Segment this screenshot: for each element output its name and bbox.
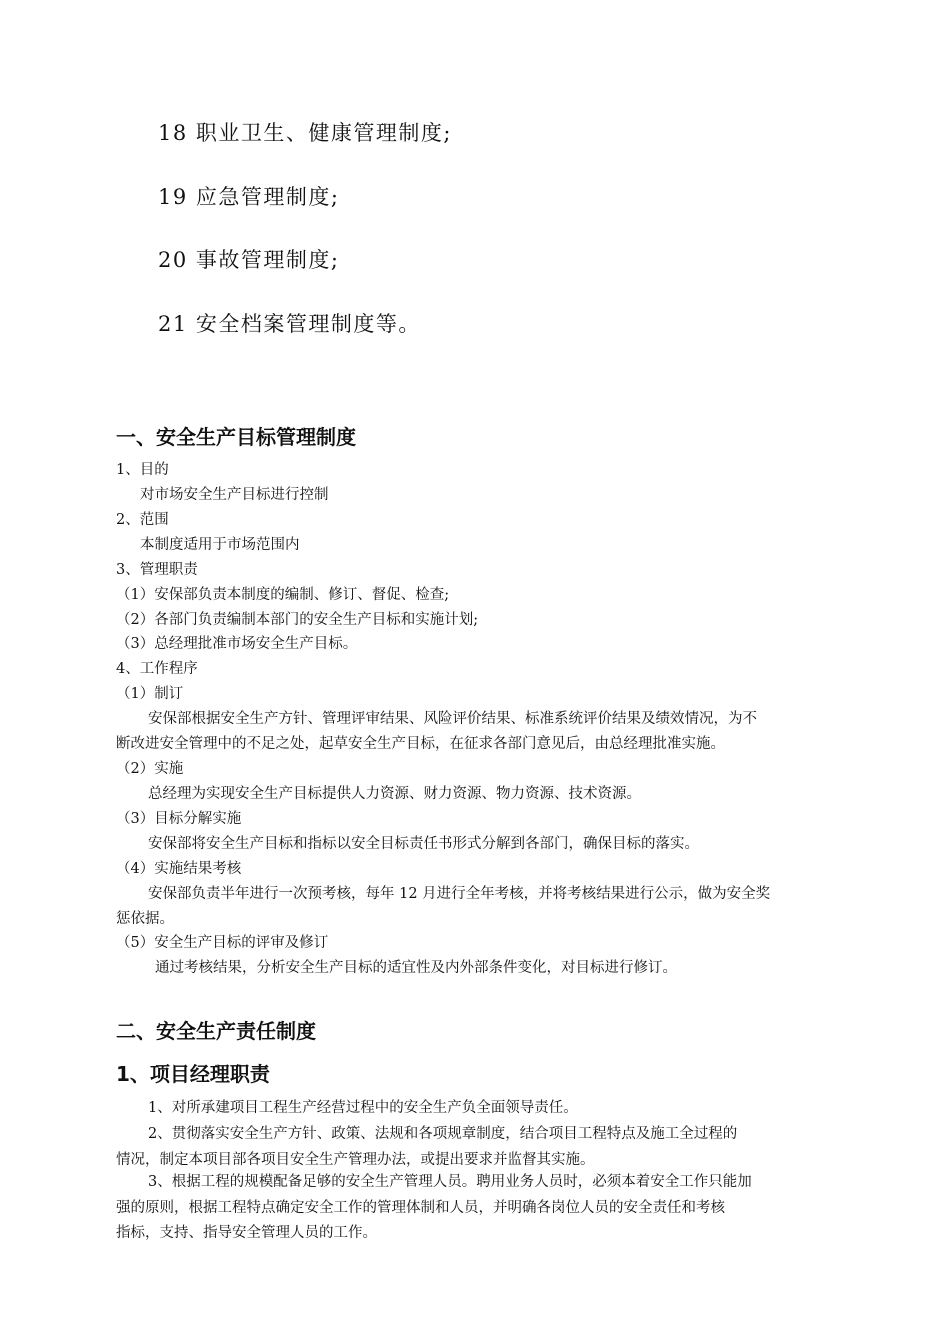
paragraph-line: 安保部根据安全生产方针、管理评审结果、风险评价结果、标准系统评价结果及绩效情况，为不 bbox=[148, 711, 757, 727]
sub-item: （2）各部门负责编制本部门的安全生产目标和实施计划; bbox=[116, 612, 479, 628]
paragraph-line: 断改进安全管理中的不足之处，起草安全生产目标，在征求各部门意见后，由总经理批准实施。 bbox=[116, 736, 725, 752]
list-item: 19 应急管理制度; bbox=[158, 185, 340, 209]
list-item: 18 职业卫生、健康管理制度; bbox=[158, 121, 452, 145]
paragraph-line: 强的原则，根据工程特点确定安全工作的管理体制和人员，并明确各岗位人员的安全责任和考核 bbox=[116, 1200, 725, 1216]
sub-item: （1）安保部负责本制度的编制、修订、督促、检查; bbox=[116, 587, 450, 603]
paragraph-line: 通过考核结果，分析安全生产目标的适宜性及内外部条件变化，对目标进行修订。 bbox=[155, 960, 677, 976]
numbered-heading: 1、目的 bbox=[116, 462, 169, 478]
sub-item: （4）实施结果考核 bbox=[116, 861, 242, 877]
sub-item: （1）制订 bbox=[116, 686, 184, 702]
sub-item: （5）安全生产目标的评审及修订 bbox=[116, 935, 329, 951]
paragraph-line: 2、贯彻落实安全生产方针、政策、法规和各项规章制度，结合项目工程特点及施工全过程的 bbox=[148, 1126, 738, 1142]
paragraph-line: 安保部负责半年进行一次预考核，每年 12 月进行全年考核，并将考核结果进行公示，做为安全奖 bbox=[148, 886, 771, 902]
paragraph-line: 总经理为实现安全生产目标提供人力资源、财力资源、物力资源、技术资源。 bbox=[148, 786, 641, 802]
numbered-heading: 4、工作程序 bbox=[116, 661, 198, 677]
paragraph-line: 对市场安全生产目标进行控制 bbox=[140, 487, 329, 503]
paragraph-line: 惩依据。 bbox=[116, 911, 174, 927]
numbered-heading: 2、范围 bbox=[116, 512, 169, 528]
sub-item: （3）总经理批准市场安全生产目标。 bbox=[116, 636, 358, 652]
section-heading: 一、安全生产目标管理制度 bbox=[116, 425, 356, 449]
paragraph-line: 1、对所承建项目工程生产经营过程中的安全生产负全面领导责任。 bbox=[148, 1100, 578, 1116]
sub-item: （2）实施 bbox=[116, 761, 184, 777]
sub-item: （3）目标分解实施 bbox=[116, 811, 242, 827]
list-item: 21 安全档案管理制度等。 bbox=[158, 312, 421, 336]
paragraph-line: 情况，制定本项目部各项目安全生产管理办法，或提出要求并监督其实施。 bbox=[116, 1152, 595, 1168]
paragraph-line: 3、根据工程的规模配备足够的安全生产管理人员。聘用业务人员时，必须本着安全工作只能加 bbox=[148, 1174, 752, 1190]
numbered-heading: 3、管理职责 bbox=[116, 562, 198, 578]
section-heading: 二、安全生产责任制度 bbox=[116, 1019, 316, 1043]
list-item: 20 事故管理制度; bbox=[158, 248, 340, 272]
paragraph-line: 本制度适用于市场范围内 bbox=[140, 537, 300, 553]
paragraph-line: 安保部将安全生产目标和指标以安全目标责任书形式分解到各部门，确保目标的落实。 bbox=[148, 836, 699, 852]
paragraph-line: 指标，支持、指导安全管理人员的工作。 bbox=[116, 1225, 377, 1241]
subsection-heading: 1、项目经理职责 bbox=[116, 1062, 270, 1086]
